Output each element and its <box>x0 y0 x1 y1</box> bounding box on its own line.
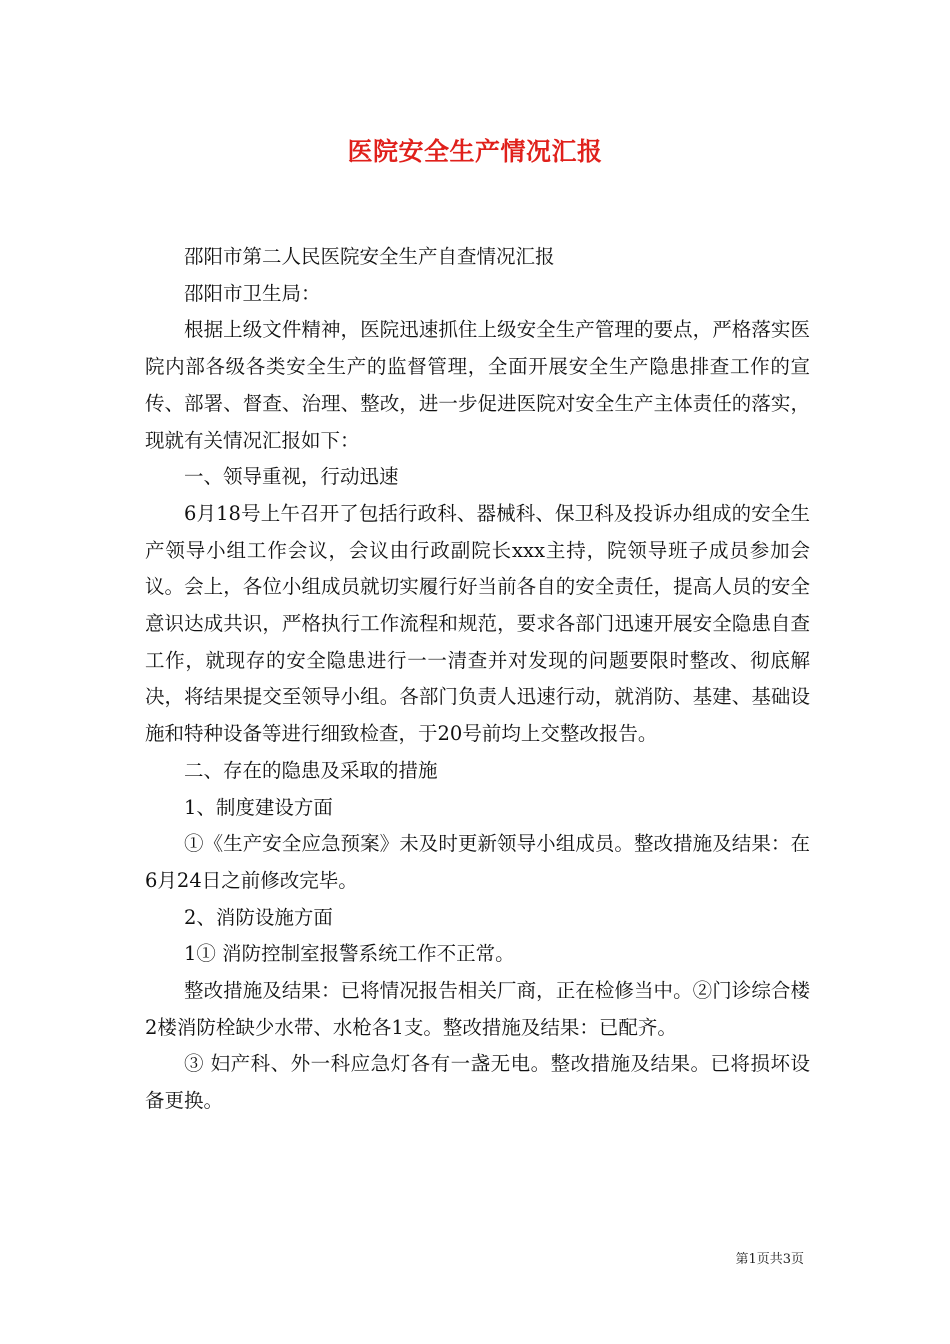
intro-paragraph: 根据上级文件精神，医院迅速抓住上级安全生产管理的要点，严格落实医院内部各级各类安全生产的监督管理，全面开展安全生产隐患排查工作的宣传、部署、督查、治理、整改，进一步促进医院对安全生产主体责任的落实，现就有关情况汇报如下： <box>145 318 810 452</box>
addressee: 邵阳市卫生局： <box>184 281 321 305</box>
item-paragraph: 整改措施及结果：已将情况报告相关厂商，正在检修当中。②门诊综合楼2楼消防栓缺少水带、水枪各1支。整改措施及结果：已配齐。 <box>145 979 810 1039</box>
report-heading: 邵阳市第二人民医院安全生产自查情况汇报 <box>184 245 555 268</box>
item-paragraph: ①《生产安全应急预案》未及时更新领导小组成员。整改措施及结果：在6月24日之前修改完毕。 <box>145 832 810 892</box>
subsection-heading-2: 2、消防设施方面 <box>184 905 333 929</box>
page-number: 第1页共3页 <box>735 1252 804 1267</box>
section-heading-1: 一、领导重视，行动迅速 <box>184 465 399 489</box>
meeting-paragraph: 6月18号上午召开了包括行政科、器械科、保卫科及投诉办组成的安全生产领导小组工作会议，会议由行政副院长xxx主持，院领导班子成员参加会议。会上，各位小组成员就切实履行好当前各自的安全责任，提高人员的安全意识达成共识，严格执行工作流程和规范，要求各部门迅速开展安全隐患自查工作，就现存的安全隐患进行一一清查并对发现的问题要限时整改、彻底解决，将结果提交至领导小组。各部门负责人迅速行动，就消防、基建、基础设施和特种设备等进行细致检查，于20号前均上交整改报告。 <box>145 501 810 746</box>
subsection-heading-1: 1、制度建设方面 <box>184 795 333 819</box>
document-body <box>145 239 810 1120</box>
document-title: 医院安全生产情况汇报 <box>347 137 603 166</box>
item-paragraph: ③ 妇产科、外一科应急灯各有一盏无电。整改措施及结果。已将损坏设备更换。 <box>145 1052 810 1113</box>
item-paragraph: 1① 消防控制室报警系统工作不正常。 <box>184 942 515 966</box>
section-heading-2: 二、存在的隐患及采取的措施 <box>184 758 438 782</box>
